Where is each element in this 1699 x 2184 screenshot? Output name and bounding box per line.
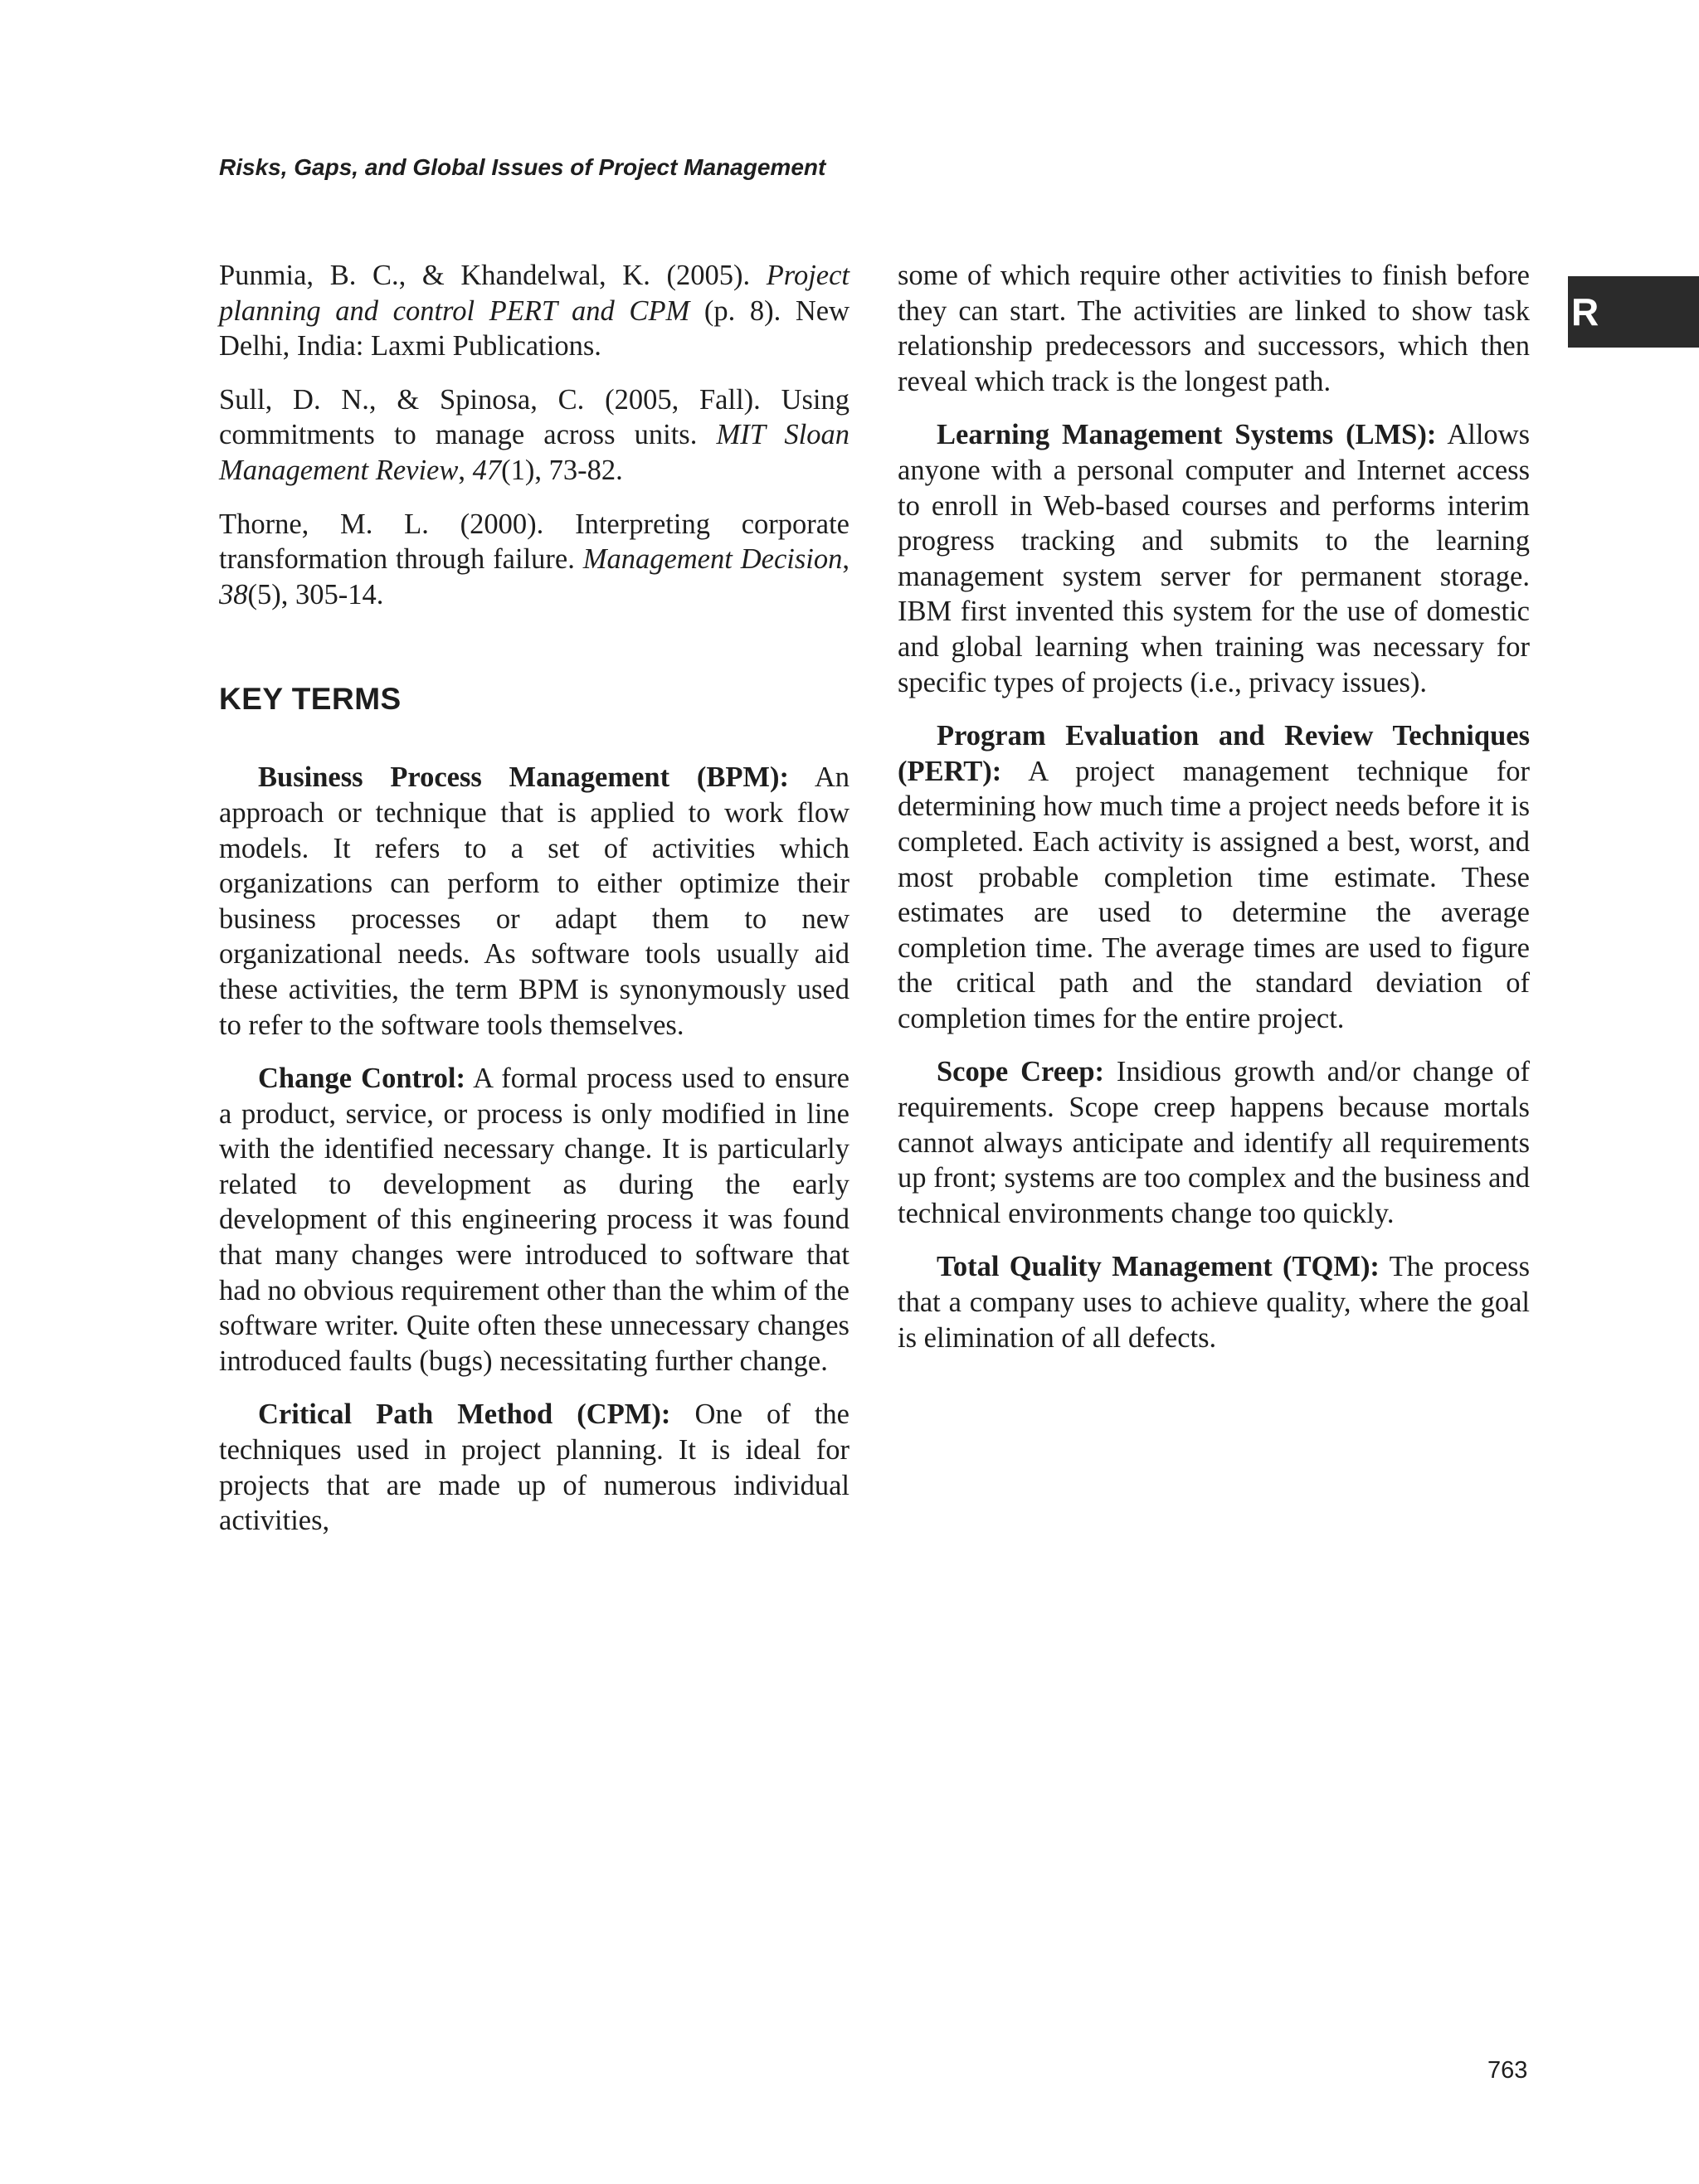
reference-entry: Punmia, B. C., & Khandelwal, K. (2005). Project planning and control PERT and CPM (p. 8). New Delhi, India: Laxmi Publications. xyxy=(219,260,850,362)
key-term-definition: Insidious growth and/or change of requirements. Scope creep happens because mortals cannot always anticipate and identify all requirements up front; systems are too complex and the business and technical environments change too quickly. xyxy=(898,1056,1530,1229)
reference-entry: Sull, D. N., & Spinosa, C. (2005, Fall). Using commitments to manage across units. MIT Sloan Management Review, 47(1), 73-82. xyxy=(219,383,850,486)
key-term-entry xyxy=(219,760,850,1043)
key-term-definition: Allows anyone with a personal computer and Internet access to enroll in Web-based courses and performs interim progress tracking and submits to the learning management system server for permanent storage. IBM first invented this system for the use of domestic and global learning when training was necessary for specific types of projects (i.e., privacy issues). xyxy=(898,419,1530,698)
key-term-entry xyxy=(898,1054,1530,1231)
key-term: Change Control: xyxy=(258,1063,466,1095)
page-number: 763 xyxy=(1487,2057,1528,2084)
key-term-definition: One of the techniques used in project planning. It is ideal for projects that are made up of numerous individual activities, xyxy=(219,1398,850,1537)
key-term: Scope Creep: xyxy=(937,1056,1104,1088)
key-term-entry xyxy=(898,417,1530,700)
key-terms-heading: KEY TERMS xyxy=(219,682,402,717)
running-head: Risks, Gaps, and Global Issues of Project Management xyxy=(219,154,826,180)
key-term-definition: A project management technique for determining how much time a project needs before it is completed. Each activity is assigned a best, worst, and most probable completion time estimate. These estimates are used to determine the average completion time. The average times are used to figure the critical path and the standard deviation of completion times for the entire project. xyxy=(898,755,1530,1034)
left-column xyxy=(219,258,850,1539)
key-term-definition: An approach or technique that is applied to work flow models. It refers to a set of activities which organizations can perform to either optimize their business processes or adapt them to new organizational needs. As software tools usually aid these activities, the term BPM is synonymously used to refer to the software tools themselves. xyxy=(219,761,850,1041)
key-term: Program Evaluation and Review Techniques (PERT): xyxy=(898,720,1530,787)
key-term-entry xyxy=(219,1061,850,1379)
key-term: Critical Path Method (CPM): xyxy=(258,1398,671,1431)
key-term-entry xyxy=(219,1397,850,1538)
key-term-entry xyxy=(898,1249,1530,1355)
key-term-definition: The process that a company uses to achieve quality, where the goal is elimination of all defects. xyxy=(898,1251,1531,1354)
reference-entry: Thorne, M. L. (2000). Interpreting corporate transformation through failure. Management Decision, 38(5), 305-14. xyxy=(219,508,850,610)
key-term: Learning Management Systems (LMS): xyxy=(937,419,1437,451)
key-term: Total Quality Management (TQM): xyxy=(937,1251,1380,1283)
key-term: Business Process Management (BPM): xyxy=(258,761,789,794)
section-tab-letter: R xyxy=(1571,290,1599,333)
right-column xyxy=(898,258,1530,1355)
section-tab xyxy=(1568,276,1699,348)
key-term-definition: A formal process used to ensure a product, service, or process is only modified in line with the identified necessary change. It is particularly related to development as during the early development of this engineering process it was found that many changes were introduced to software that had no obvious requirement other than the whim of the software writer. Quite often these unnecessary changes introduced faults (bugs) necessitating further change. xyxy=(219,1063,850,1377)
key-term-entry xyxy=(898,718,1530,1036)
key-term-continuation: some of which require other activities to finish before they can start. The activities are linked to show task relationship predecessors and successors, which then reveal which track is the longest path. xyxy=(898,260,1530,397)
